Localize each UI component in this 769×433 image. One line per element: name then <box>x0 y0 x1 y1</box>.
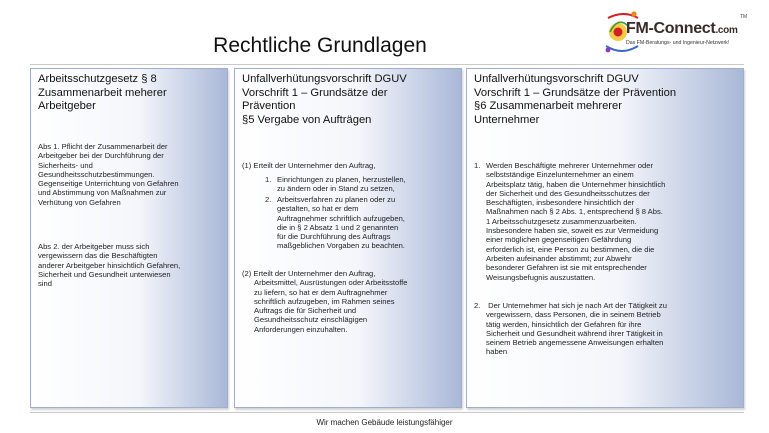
heading-line: Unfallverhütungsvorschrift DGUV <box>474 73 639 85</box>
text-line: Abs 1. Pflicht der Zusammenarbeit der <box>38 142 168 151</box>
text-line: die in § 2 Absatz 1 und 2 genannten <box>277 222 399 232</box>
paragraph-abs1 <box>38 142 179 207</box>
text-line: einer möglichen gegenseitigen Gefährdung <box>486 235 632 245</box>
footer-slogan: Wir machen Gebäude leistungsfähiger <box>316 418 453 427</box>
text-line: selbstständige Einzelunternehmer an einem <box>486 170 634 180</box>
heading-line: Vorschrift 1 – Grundsätze der <box>242 86 388 99</box>
text-line: Gesundheitsschutzbestimmungen. <box>38 169 155 179</box>
text-line: Arbeitsverfahren zu planen oder zu <box>277 195 396 204</box>
fm-connect-logo <box>604 6 764 58</box>
card-heading <box>242 73 407 127</box>
heading-line: §6 Zusammenarbeit mehrerer <box>474 100 622 112</box>
text-line: Arbeiten aufeinander abstimmt; zur Abwehr <box>486 253 632 263</box>
item-number: 1. <box>474 161 481 170</box>
heading-line: Unfallverhütungsvorschrift DGUV <box>242 73 407 85</box>
text-line: seinem Betrieb angemessene Anweisungen erhalten <box>486 338 664 348</box>
text-line: Maßnahmen nach § 2 Abs. 1, entsprechend § 8 Abs. <box>486 207 663 217</box>
text-line: Gegenseitige Unterrichtung von Gefahren <box>38 179 179 189</box>
text-line: gestalten, so hat er dem <box>277 204 359 214</box>
text-line: Einrichtungen zu planen, herzustellen, <box>277 175 406 184</box>
text-line: Verhütung von Gefahren <box>38 197 121 207</box>
text-line: Insbesondere haben sie, soweit es zur Vermeidung <box>486 226 659 236</box>
heading-line: Unternehmer <box>474 113 540 126</box>
text-line: Weisungsbefugnis auszustatten. <box>486 272 596 282</box>
text-line: für die Durchführung des Auftrags <box>277 232 391 242</box>
heading-line: Arbeitgeber <box>38 100 96 112</box>
item-1 <box>474 161 665 282</box>
logo-wordmark <box>626 20 738 38</box>
page-title: Rechtliche Grundlagen <box>213 34 427 57</box>
logo-domain: .com <box>715 25 738 36</box>
text-line: sind <box>38 279 52 289</box>
text-line: erforderlich ist, eine Person zu bestimmen, die die <box>486 244 655 254</box>
text-line: tätig werden, hinsichtlich der Gefahren für ihre <box>486 319 642 329</box>
text-line: Anforderungen einzuhalten. <box>254 324 348 334</box>
card-arbeitsschutzgesetz <box>30 68 228 408</box>
logo-name: FM-Connect <box>626 20 716 37</box>
text-line: Arbeitsmittel, Ausrüstungen oder Arbeitsstoffe <box>254 278 408 288</box>
text-line: und Abstimmung von Maßnahmen zur <box>38 188 167 198</box>
text-line: maßgeblichen Vorgaben zu beachten. <box>277 241 405 251</box>
text-line: Werden Beschäftigte mehrerer Unternehmer oder <box>486 161 654 170</box>
card-dguv-paragraph6 <box>466 68 744 408</box>
heading-line: Zusammenarbeit meherer <box>38 86 167 99</box>
text-line: Arbeitgeber bei der Durchführung der <box>38 151 164 161</box>
heading-line: Prävention <box>242 100 296 112</box>
text-line: Sicherheits- und <box>38 160 93 170</box>
card-heading <box>38 73 167 114</box>
item-number: 1. <box>265 175 272 184</box>
clause-1-item-1 <box>265 175 406 194</box>
heading-line: §5 Vergabe von Aufträgen <box>242 113 372 126</box>
heading-line: Vorschrift 1 – Grundsätze der Prävention <box>474 86 677 99</box>
text-line: Arbeitsplatz tätig, haben die Unternehmer hinsichtlich <box>486 179 666 189</box>
text-line: schriftlich aufzugeben, im Rahmen seines <box>254 296 395 306</box>
text-line: vergewissern, dass Personen, die in seinem Betrieb <box>486 310 661 320</box>
logo-tagline: Das FM-Beratungs- und Ingenieur-Netzwerk! <box>626 40 730 46</box>
top-divider <box>30 64 744 65</box>
card-dguv-paragraph5 <box>234 68 462 408</box>
logo-trademark: TM <box>740 14 748 20</box>
card-heading <box>474 73 676 127</box>
text-line: Der Unternehmer hat sich je nach Art der Tätigkeit zu <box>486 301 667 310</box>
text-line: zu liefern, so hat er dem Auftragnehmer <box>254 287 388 297</box>
bottom-divider <box>30 412 744 413</box>
paragraph-abs2 <box>38 242 180 288</box>
text-line: vergewissern das die Beschäftigten <box>38 251 158 261</box>
text-line: 1 Arbeitsschutzgesetz zusammenzuarbeiten. <box>486 216 637 226</box>
clause-2 <box>242 269 408 334</box>
clause-1-intro: (1) Erteilt der Unternehmer den Auftrag, <box>242 161 376 170</box>
text-line: anderer Arbeitgeber hinsichtlich Gefahren, <box>38 260 181 270</box>
text-line: haben <box>486 347 508 357</box>
item-2 <box>474 301 667 357</box>
text-line: Auftrags die für Sicherheit und <box>254 306 357 316</box>
heading-line: Arbeitsschutzgesetz § 8 <box>38 73 157 85</box>
item-number: 2. <box>265 195 272 204</box>
text-line: Sicherheit und Gesundheit während ihrer Tätigkeit in <box>486 328 663 338</box>
text-line: zu ändern oder in Stand zu setzen, <box>277 184 395 194</box>
text-line: besonderer Gefahren ist sie mit entsprechender <box>486 263 647 273</box>
text-line: Sicherheit und Gesundheit unterwiesen <box>38 269 171 279</box>
text-line: Gesundheitsschutz einschlägigen <box>254 315 368 325</box>
text-line: (2) Erteilt der Unternehmer den Auftrag, <box>242 269 376 278</box>
clause-1-item-2 <box>265 195 405 251</box>
item-number: 2. <box>474 301 481 310</box>
text-line: Abs 2. der Arbeitgeber muss sich <box>38 242 150 251</box>
text-line: Beschäftigten, insbesondere hinsichtlich der <box>486 198 635 208</box>
text-line: der Sicherheit und des Gesundheitsschutzes der <box>486 188 650 198</box>
text-line: Auftragnehmer schriftlich aufzugeben, <box>277 213 405 223</box>
